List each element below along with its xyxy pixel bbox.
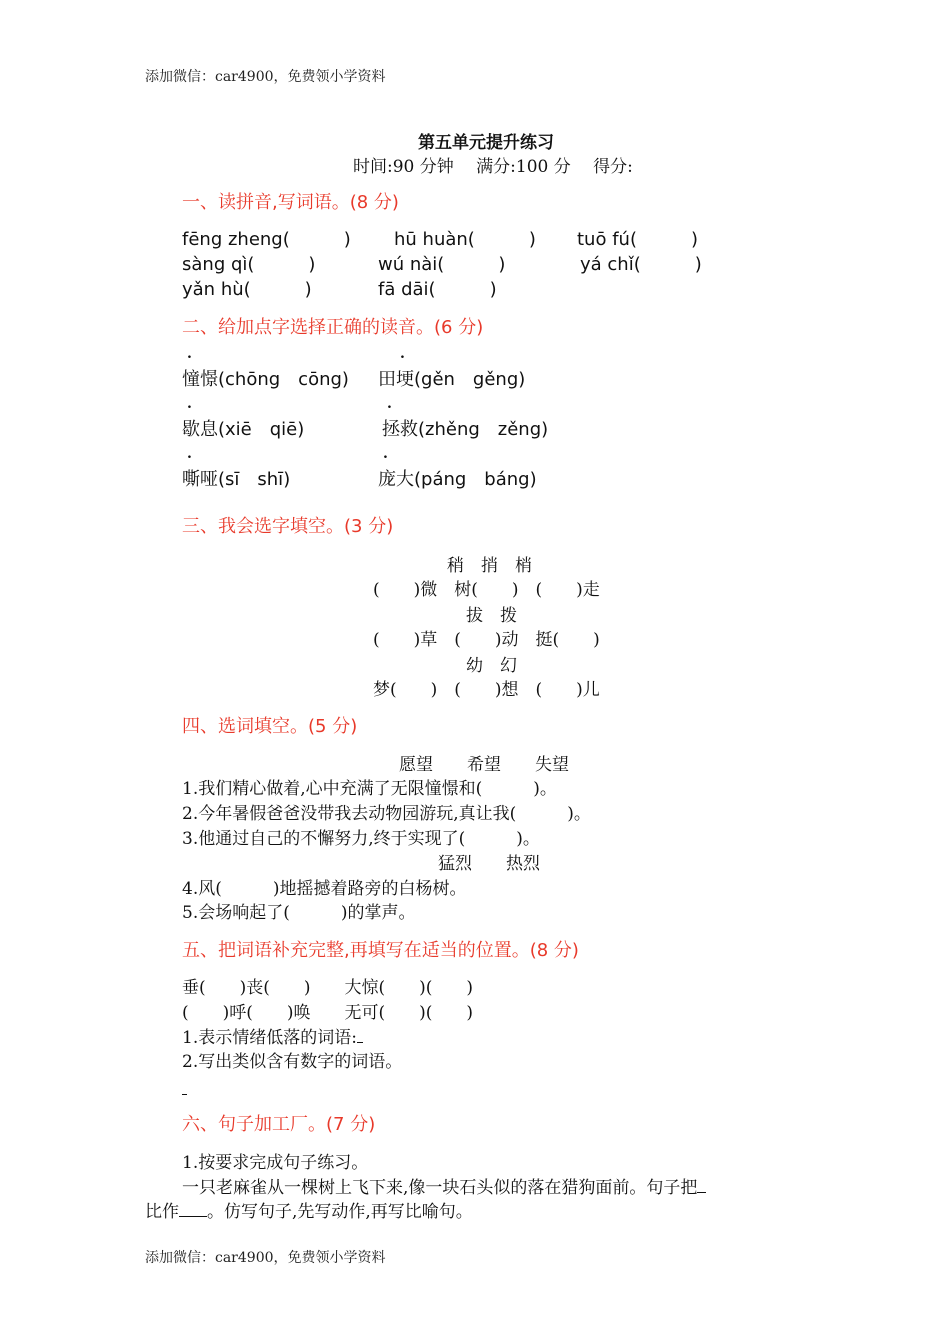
fill-line: 梦( ) ( )想 ( )儿	[373, 680, 600, 700]
emphasis-dot: .	[187, 346, 192, 362]
fill-sentence: 2.今年暑假爸爸没带我去动物园游玩,真让我( )。	[182, 804, 591, 824]
fill-sentence: 4.风( )地摇撼着路旁的白杨树。	[182, 879, 467, 899]
word-options: 愿望 希望 失望	[399, 755, 569, 775]
section-4-heading: 四、选词填空。(5 分)	[182, 716, 358, 737]
section-6-heading: 六、句子加工厂。(7 分)	[182, 1114, 376, 1135]
reading-item: 田埂(gěn gěng)	[378, 369, 526, 390]
sentence-line	[145, 1197, 473, 1222]
reading-item: 庞大(páng báng)	[378, 469, 537, 490]
pinyin-item: hū huàn( )	[394, 229, 536, 250]
char-options: 幼 幻	[466, 656, 517, 676]
word-options: 猛烈 热烈	[438, 854, 540, 874]
sentence-text: 。仿写句子,先写动作,再写比喻句。	[207, 1202, 473, 1222]
fill-sentence: 5.会场响起了( )的掌声。	[182, 903, 416, 923]
page-footer: 添加微信：car4900，免费领小学资料	[145, 1250, 386, 1266]
emphasis-dot: .	[187, 446, 192, 462]
pinyin-item: fēng zheng( )	[182, 229, 351, 250]
question-line: 2.写出类似含有数字的词语。	[182, 1052, 403, 1072]
answer-blank[interactable]	[182, 1094, 187, 1095]
fill-line: ( )草 ( )动 挺( )	[373, 630, 600, 650]
emphasis-dot: .	[383, 446, 388, 462]
pinyin-item: tuō fú( )	[577, 229, 698, 250]
answer-blank[interactable]	[357, 1028, 363, 1043]
page-title: 第五单元提升练习	[418, 133, 554, 153]
pinyin-item: yǎn hù( )	[182, 279, 312, 300]
pinyin-item: sàng qì( )	[182, 254, 316, 275]
fill-sentence: 1.我们精心做着,心中充满了无限憧憬和( )。	[182, 779, 557, 799]
question-text: 1.表示情绪低落的词语:	[182, 1028, 357, 1048]
emphasis-dot: .	[187, 396, 192, 412]
reading-item: 拯救(zhěng zěng)	[382, 419, 549, 440]
answer-blank[interactable]	[697, 1178, 706, 1193]
char-options: 拔 拨	[466, 606, 517, 626]
idiom-fill-line: 垂( )丧( ) 大惊( )( )	[182, 978, 474, 998]
sentence-line	[182, 1173, 706, 1198]
fill-sentence: 3.他通过自己的不懈努力,终于实现了( )。	[182, 829, 540, 849]
reading-item: 歇息(xiē qiē)	[182, 419, 305, 440]
question-line	[182, 1023, 363, 1048]
char-options: 稍 捎 梢	[447, 556, 532, 576]
instruction-line: 1.按要求完成句子练习。	[182, 1153, 369, 1173]
section-2-heading: 二、给加点字选择正确的读音。(6 分)	[182, 317, 484, 338]
emphasis-dot: .	[387, 396, 392, 412]
sentence-text: 一只老麻雀从一棵树上飞下来,像一块石头似的落在猎狗面前。句子把	[182, 1178, 698, 1198]
pinyin-item: fā dāi( )	[378, 279, 497, 300]
pinyin-item: wú nài( )	[378, 254, 506, 275]
reading-item: 憧憬(chōng cōng)	[182, 369, 349, 390]
fill-line: ( )微 树( ) ( )走	[373, 580, 600, 600]
page-header: 添加微信：car4900，免费领小学资料	[145, 69, 386, 85]
reading-item: 嘶哑(sī shī)	[182, 469, 291, 490]
emphasis-dot: .	[400, 346, 405, 362]
section-5-heading: 五、把词语补充完整,再填写在适当的位置。(8 分)	[182, 940, 579, 961]
section-3-heading: 三、我会选字填空。(3 分)	[182, 516, 394, 537]
exam-meta: 时间:90 分钟 满分:100 分 得分:	[353, 157, 633, 177]
section-1-heading: 一、读拼音,写词语。(8 分)	[182, 192, 399, 213]
sentence-text: 比作	[145, 1202, 179, 1222]
idiom-fill-line: ( )呼( )唤 无可( )( )	[182, 1003, 474, 1023]
pinyin-item: yá chǐ( )	[580, 254, 702, 275]
answer-blank[interactable]	[179, 1202, 207, 1217]
